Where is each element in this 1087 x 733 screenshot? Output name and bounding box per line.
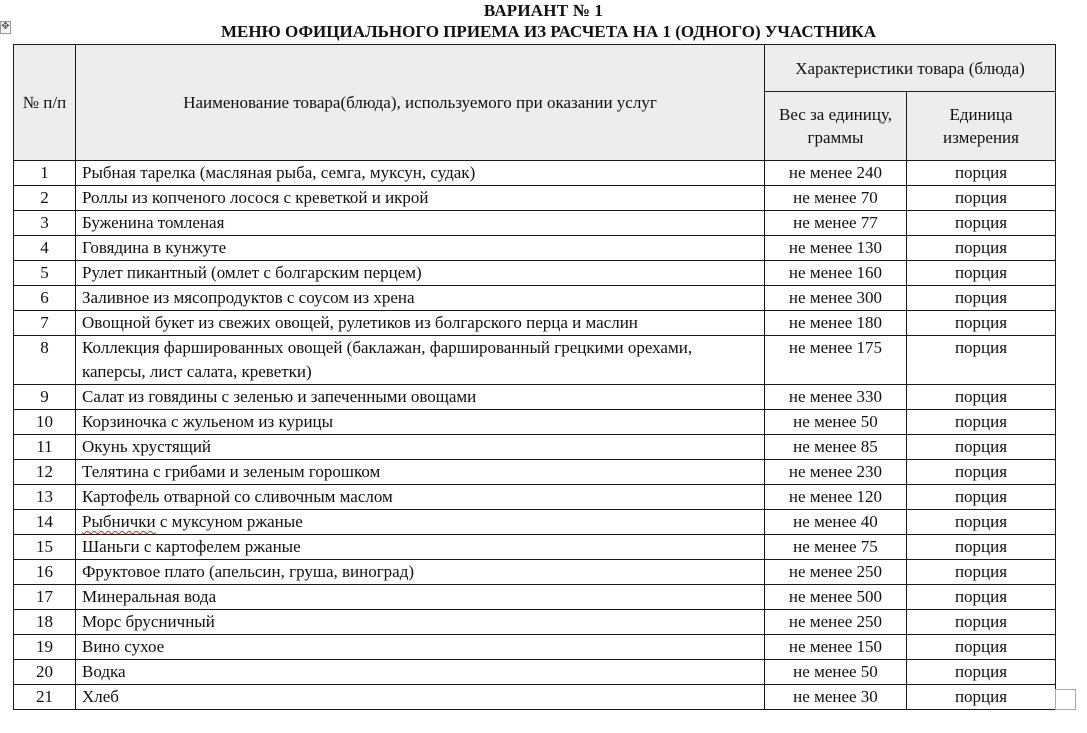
row-dish-name: Хлеб bbox=[76, 685, 765, 710]
header-number bbox=[14, 45, 76, 161]
row-unit: порция bbox=[907, 560, 1056, 585]
row-unit: порция bbox=[907, 410, 1056, 435]
row-dish-name: Буженина томленая bbox=[76, 211, 765, 236]
row-number: 20 bbox=[14, 660, 76, 685]
row-number: 16 bbox=[14, 560, 76, 585]
row-unit: порция bbox=[907, 685, 1056, 710]
row-number: 6 bbox=[14, 286, 76, 311]
row-unit: порция bbox=[907, 336, 1056, 385]
row-number: 2 bbox=[14, 186, 76, 211]
row-dish-name: Картофель отварной со сливочным маслом bbox=[76, 485, 765, 510]
row-number: 1 bbox=[14, 161, 76, 186]
document-title: ВАРИАНТ № 1 bbox=[483, 1, 604, 20]
table-row bbox=[14, 336, 1056, 385]
row-unit: порция bbox=[907, 460, 1056, 485]
row-unit: порция bbox=[907, 286, 1056, 311]
row-number: 18 bbox=[14, 610, 76, 635]
table-row bbox=[14, 211, 1056, 236]
row-weight: не менее 130 bbox=[765, 236, 907, 261]
menu-table-body bbox=[14, 161, 1056, 710]
row-unit: порция bbox=[907, 385, 1056, 410]
table-row bbox=[14, 385, 1056, 410]
row-unit: порция bbox=[907, 635, 1056, 660]
row-dish-name: Рыбная тарелка (масляная рыба, семга, муксун, судак) bbox=[76, 161, 765, 186]
row-dish-name: Шаньги с картофелем ржаные bbox=[76, 535, 765, 560]
row-number: 21 bbox=[14, 685, 76, 710]
table-row bbox=[14, 585, 1056, 610]
row-unit: порция bbox=[907, 186, 1056, 211]
table-row bbox=[14, 161, 1056, 186]
row-weight: не менее 75 bbox=[765, 535, 907, 560]
row-number: 5 bbox=[14, 261, 76, 286]
row-number: 8 bbox=[14, 336, 76, 385]
row-weight: не менее 500 bbox=[765, 585, 907, 610]
row-weight: не менее 85 bbox=[765, 435, 907, 460]
dish-name-rest: с муксуном ржаные bbox=[155, 512, 303, 531]
table-row bbox=[14, 535, 1056, 560]
row-unit: порция bbox=[907, 485, 1056, 510]
table-row bbox=[14, 485, 1056, 510]
row-number: 13 bbox=[14, 485, 76, 510]
row-number: 15 bbox=[14, 535, 76, 560]
menu-table bbox=[13, 44, 1056, 710]
row-dish-name: Салат из говядины с зеленью и запеченными овощами bbox=[76, 385, 765, 410]
table-row bbox=[14, 560, 1056, 585]
row-dish-name: Окунь хрустящий bbox=[76, 435, 765, 460]
table-row bbox=[14, 685, 1056, 710]
row-number: 9 bbox=[14, 385, 76, 410]
row-dish-name: Водка bbox=[76, 660, 765, 685]
header-name bbox=[76, 45, 765, 161]
row-weight: не менее 77 bbox=[765, 211, 907, 236]
row-dish-name: Корзиночка с жульеном из курицы bbox=[76, 410, 765, 435]
row-unit: порция bbox=[907, 211, 1056, 236]
header-characteristics bbox=[765, 45, 1056, 92]
table-row bbox=[14, 610, 1056, 635]
row-weight: не менее 240 bbox=[765, 161, 907, 186]
row-unit: порция bbox=[907, 535, 1056, 560]
row-number: 10 bbox=[14, 410, 76, 435]
row-number: 12 bbox=[14, 460, 76, 485]
spellcheck-flagged-word[interactable]: Рыбнички bbox=[82, 512, 156, 531]
row-unit: порция bbox=[907, 261, 1056, 286]
row-weight: не менее 250 bbox=[765, 610, 907, 635]
row-unit: порция bbox=[907, 161, 1056, 186]
row-dish-name: Фруктовое плато (апельсин, груша, виноград) bbox=[76, 560, 765, 585]
row-unit: порция bbox=[907, 236, 1056, 261]
row-weight: не менее 175 bbox=[765, 336, 907, 385]
header-weight-label: Вес за единицу, граммы bbox=[778, 105, 893, 147]
row-dish-name: Роллы из копченого лосося с креветкой и икрой bbox=[76, 186, 765, 211]
row-number: 4 bbox=[14, 236, 76, 261]
row-weight: не менее 300 bbox=[765, 286, 907, 311]
row-weight: не менее 230 bbox=[765, 460, 907, 485]
row-number: 17 bbox=[14, 585, 76, 610]
row-dish-name: Морс брусничный bbox=[76, 610, 765, 635]
row-dish-name: Вино сухое bbox=[76, 635, 765, 660]
row-unit: порция bbox=[907, 610, 1056, 635]
row-number: 11 bbox=[14, 435, 76, 460]
row-weight: не менее 50 bbox=[765, 410, 907, 435]
row-number: 19 bbox=[14, 635, 76, 660]
table-row bbox=[14, 311, 1056, 336]
header-unit bbox=[907, 92, 1056, 161]
row-dish-name: Заливное из мясопродуктов с соусом из хрена bbox=[76, 286, 765, 311]
header-name-label: Наименование товара(блюда), используемого при оказании услуг bbox=[183, 93, 657, 112]
header-unit-label: Единица измерения bbox=[943, 105, 1019, 147]
header-number-label: № п/п bbox=[22, 93, 67, 112]
row-weight: не менее 50 bbox=[765, 660, 907, 685]
row-dish-name: Телятина с грибами и зеленым горошком bbox=[76, 460, 765, 485]
row-weight: не менее 30 bbox=[765, 685, 907, 710]
table-row bbox=[14, 660, 1056, 685]
row-dish-name bbox=[76, 510, 765, 535]
row-dish-name: Коллекция фаршированных овощей (баклажан, фаршированный грецкими орехами, каперсы, лист салата, креветки) bbox=[76, 336, 765, 385]
table-resize-handle[interactable] bbox=[1055, 689, 1076, 710]
table-row bbox=[14, 261, 1056, 286]
table-row bbox=[14, 635, 1056, 660]
table-move-icon: ✥ bbox=[1, 21, 10, 32]
table-row bbox=[14, 460, 1056, 485]
header-characteristics-label: Характеристики товара (блюда) bbox=[795, 58, 1025, 78]
table-row bbox=[14, 186, 1056, 211]
row-unit: порция bbox=[907, 585, 1056, 610]
row-unit: порция bbox=[907, 311, 1056, 336]
row-weight: не менее 40 bbox=[765, 510, 907, 535]
document-subtitle: МЕНЮ ОФИЦИАЛЬНОГО ПРИЕМА ИЗ РАСЧЕТА НА 1 (ОДНОГО) УЧАСТНИКА bbox=[221, 22, 876, 41]
row-dish-name: Говядина в кунжуте bbox=[76, 236, 765, 261]
row-weight: не менее 180 bbox=[765, 311, 907, 336]
row-unit: порция bbox=[907, 660, 1056, 685]
row-weight: не менее 70 bbox=[765, 186, 907, 211]
row-dish-name: Рулет пикантный (омлет с болгарским перцем) bbox=[76, 261, 765, 286]
row-number: 3 bbox=[14, 211, 76, 236]
table-row bbox=[14, 510, 1056, 535]
row-number: 14 bbox=[14, 510, 76, 535]
row-number: 7 bbox=[14, 311, 76, 336]
row-dish-name: Минеральная вода bbox=[76, 585, 765, 610]
table-row bbox=[14, 410, 1056, 435]
row-weight: не менее 160 bbox=[765, 261, 907, 286]
table-row bbox=[14, 236, 1056, 261]
row-dish-name: Овощной букет из свежих овощей, рулетиков из болгарского перца и маслин bbox=[76, 311, 765, 336]
table-row bbox=[14, 286, 1056, 311]
row-weight: не менее 330 bbox=[765, 385, 907, 410]
row-weight: не менее 120 bbox=[765, 485, 907, 510]
row-weight: не менее 250 bbox=[765, 560, 907, 585]
row-unit: порция bbox=[907, 510, 1056, 535]
table-row bbox=[14, 435, 1056, 460]
row-weight: не менее 150 bbox=[765, 635, 907, 660]
row-unit: порция bbox=[907, 435, 1056, 460]
header-weight bbox=[765, 92, 907, 161]
